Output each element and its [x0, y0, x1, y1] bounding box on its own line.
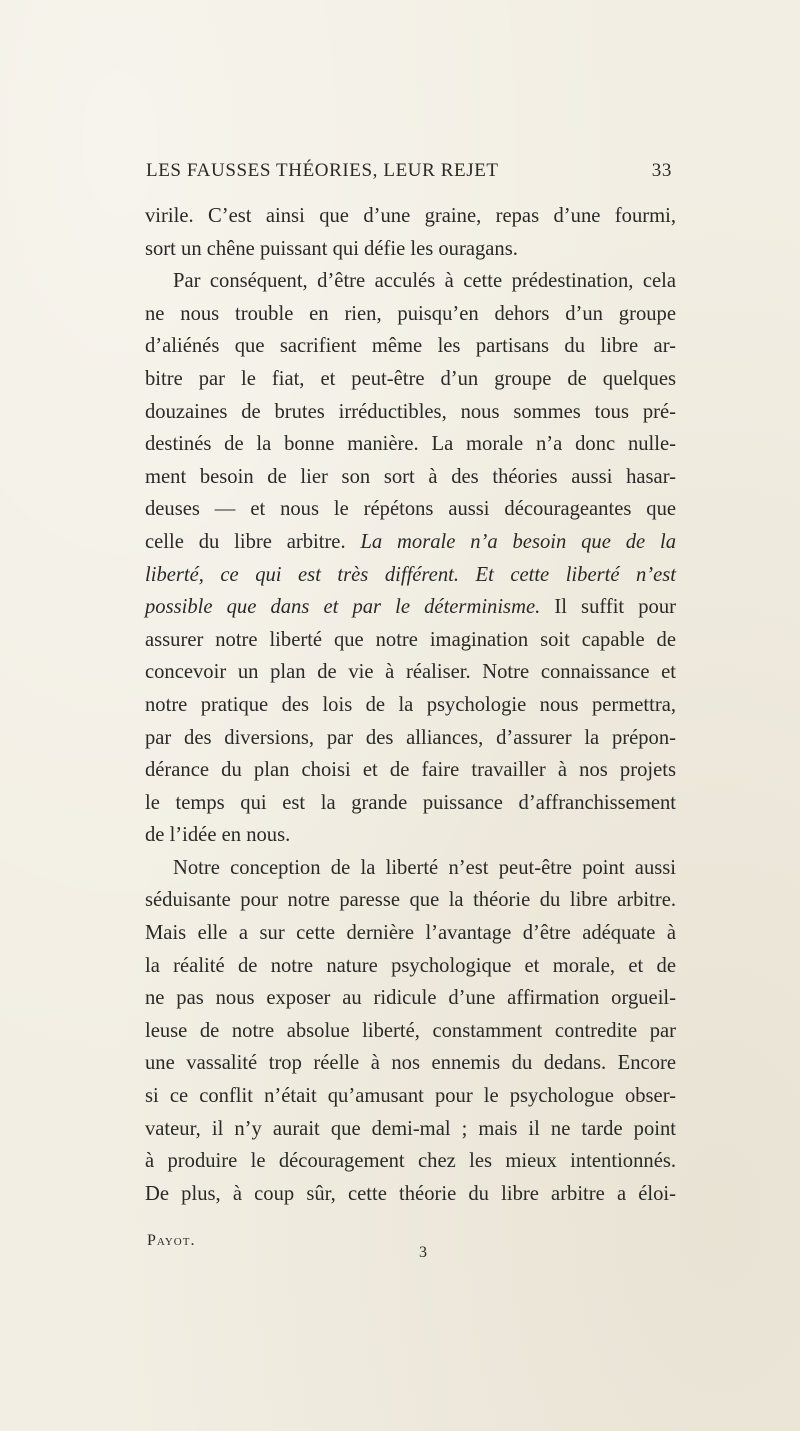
text-line: à produire le découragement chez les mieux intentionnés.: [145, 1150, 676, 1173]
text-line: [145, 559, 676, 592]
text-line: par des diversions, par des alliances, d’assurer la prépon-: [145, 726, 676, 749]
text-run: Il suffit pour: [540, 596, 677, 619]
text-line: de l’idée en nous.: [145, 824, 291, 847]
text-run: celle du libre arbitre.: [145, 530, 361, 553]
body-text: [145, 200, 676, 1210]
text-line: Mais elle a sur cette dernière l’avantage d’être adéquate à: [145, 922, 676, 945]
italic-run: liberté, ce qui est très différent. Et cette liberté n’est: [145, 563, 676, 586]
text-line: le temps qui est la grande puissance d’affranchissement: [145, 791, 676, 814]
text-line: la réalité de notre nature psychologique et morale, et de: [145, 954, 676, 977]
text-line: [145, 591, 676, 624]
text-line: séduisante pour notre paresse que la théorie du libre arbitre.: [145, 889, 676, 912]
text-line: une vassalité trop réelle à nos ennemis du dedans. Encore: [145, 1052, 676, 1075]
text-line: ne nous trouble en rien, puisqu’en dehors d’un groupe: [145, 302, 676, 325]
page-footer: [145, 1232, 676, 1272]
text-line: assurer notre liberté que notre imagination soit capable de: [145, 628, 676, 651]
publisher-mark: Payot.: [147, 1232, 196, 1249]
text-line: douzaines de brutes irréductibles, nous sommes tous pré-: [145, 400, 676, 423]
text-line: ne pas nous exposer au ridicule d’une affirmation orgueil-: [145, 987, 676, 1010]
text-line: Par conséquent, d’être acculés à cette prédestination, cela: [173, 270, 676, 293]
text-line: deuses — et nous le répétons aussi décourageantes que: [145, 498, 676, 521]
text-line: dérance du plan choisi et de faire travailler à nos projets: [145, 759, 676, 782]
signature-mark: 3: [419, 1244, 427, 1261]
running-title: LES FAUSSES THÉORIES, LEUR REJET: [146, 160, 499, 181]
text-line: sort un chêne puissant qui défie les ouragans.: [145, 237, 518, 260]
text-line: ment besoin de lier son sort à des théories aussi hasar-: [145, 465, 676, 488]
running-head: [146, 160, 672, 190]
text-line: bitre par le fiat, et peut-être d’un groupe de quelques: [145, 367, 676, 390]
italic-run: La morale n’a besoin que de la: [360, 530, 676, 553]
text-line: vateur, il n’y aurait que demi-mal ; mais il ne tarde point: [145, 1117, 676, 1140]
text-line: virile. C’est ainsi que d’une graine, repas d’une fourmi,: [145, 205, 676, 227]
text-line: concevoir un plan de vie à réaliser. Notre connaissance et: [145, 661, 676, 684]
text-line: notre pratique des lois de la psychologie nous permettra,: [145, 693, 676, 716]
page-number: 33: [651, 160, 672, 181]
text-line: d’aliénés que sacrifient même les partisans du libre ar-: [145, 335, 676, 358]
text-line: Notre conception de la liberté n’est peut-être point aussi: [173, 856, 676, 879]
text-line: si ce conflit n’était qu’amusant pour le psychologue obser-: [145, 1085, 676, 1108]
italic-run: possible que dans et par le déterminisme.: [145, 596, 541, 619]
text-line: [145, 526, 676, 559]
text-line: De plus, à coup sûr, cette théorie du libre arbitre a éloi-: [145, 1182, 676, 1205]
text-line: leuse de notre absolue liberté, constamment contredite par: [145, 1019, 676, 1042]
text-line: destinés de la bonne manière. La morale n’a donc nulle-: [145, 433, 676, 456]
